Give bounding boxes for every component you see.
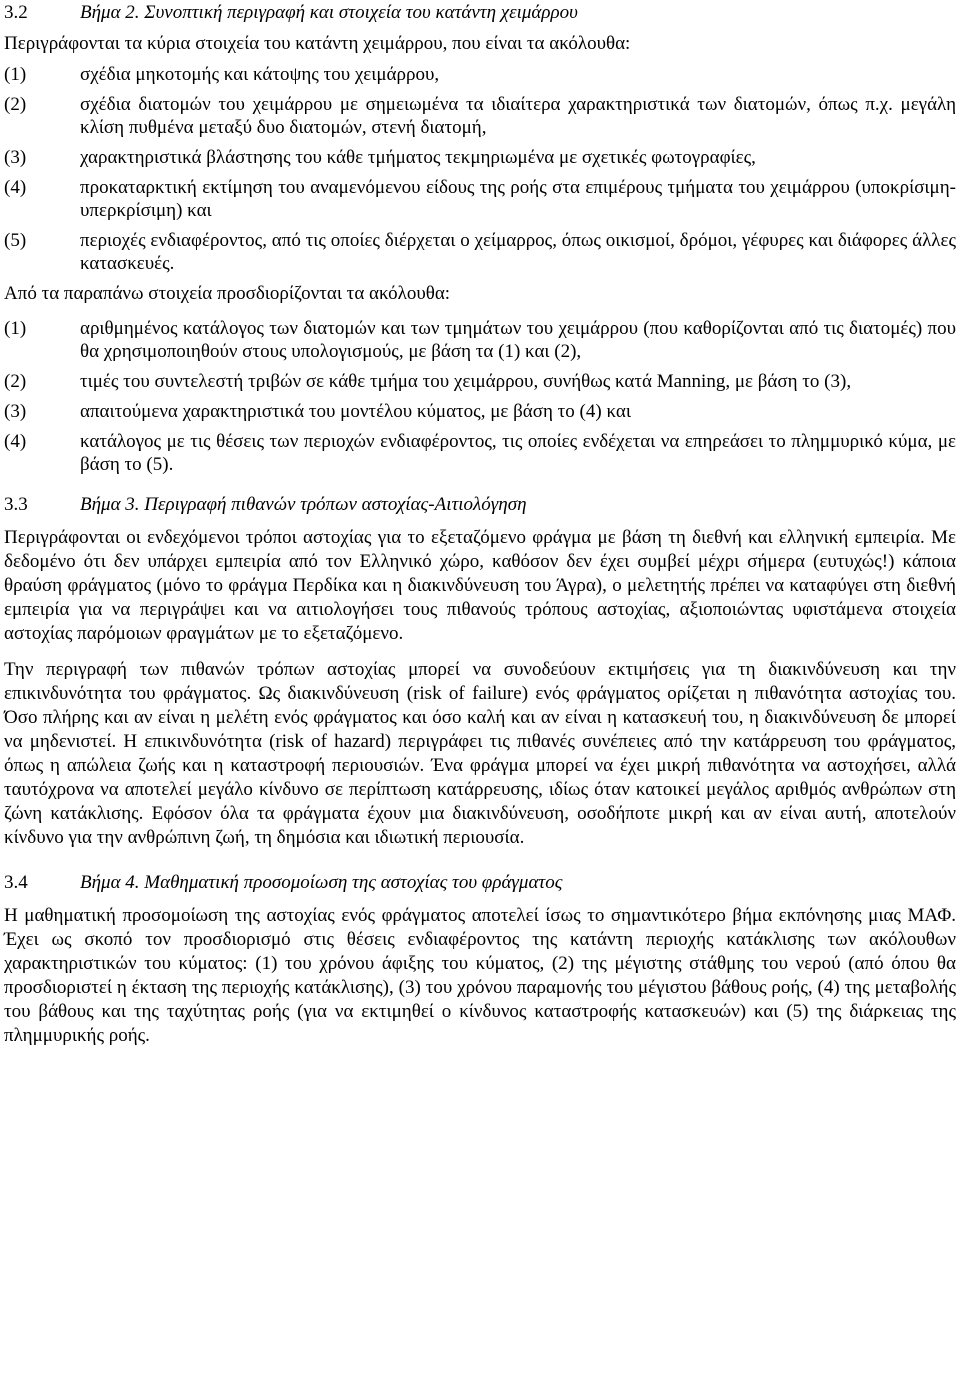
list-marker: (1) <box>4 64 27 85</box>
list-text: περιοχές ενδιαφέροντος, από τις οποίες διέρχεται ο χείμαρρος, όπως οικισμοί, δρόμοι, γέφυρες και διάφορες άλλες κατασκευές. <box>80 230 956 274</box>
paragraph: Την περιγραφή των πιθανών τρόπων αστοχίας μπορεί να συνοδεύουν εκτιμήσεις για τη διακινδύνευση και την επικινδυνότητα του φράγματος. Ως διακινδύνευση (risk of failure) ενός φράγματος ορίζεται η πιθανότητα αστοχίας του. Όσο πλήρης και αν είναι η μελέτη ενός φράγματος και όσο καλή και αν είναι η κατασκευή του, η διακινδύνευση δε μπορεί να μηδενιστεί. Η επικινδυνότητα (risk of hazard) περιγράφει τις πιθανές συνέπειες από την κατάρρευση του φράγματος, όπως η απώλεια ζωής και η καταστροφή περιουσιών. Ένα φράγμα μπορεί να έχει μικρή πιθανότητα να αστοχήσει, αλλά ταυτόχρονα να αποτελεί μεγάλο κίνδυνο σε περίπτωση κατάρρευσης, ιδίως όταν κατοικεί μεγάλος αριθμός ανθρώπων στη ζώνη κατάκλισης. Εφόσον όλα τα φράγματα έχουν μια διακινδύνευση, οσοδήποτε μικρή και αν είναι αυτή, αποτελούν κίνδυνο για την ανθρώπινη ζωή, τη δημόσια και ιδιωτική περιουσία. <box>4 659 956 848</box>
list-text: προκαταρκτική εκτίμηση του αναμενόμενου είδους της ροής στα επιμέρους τμήματα του χειμάρρου (υποκρίσιμη-υπερκρίσιμη) και <box>80 177 956 221</box>
list-text: σχέδια μηκοτομής και κάτοψης του χειμάρρου, <box>80 64 440 85</box>
section-intro-2: Από τα παραπάνω στοιχεία προσδιορίζονται τα ακόλουθα: <box>4 283 451 304</box>
list-text: χαρακτηριστικά βλάστησης του κάθε τμήματος τεκμηριωμένα με σχετικές φωτογραφίες, <box>80 147 756 168</box>
list-marker: (5) <box>4 230 27 251</box>
list-item <box>4 430 956 476</box>
list-text: σχέδια διατομών του χειμάρρου με σημειωμένα τα ιδιαίτερα χαρακτηριστικά των διατομών, όπως π.χ. μεγάλη κλίση πυθμένα μεταξύ δυο διατομών, στενή διατομή, <box>80 94 956 138</box>
list-item <box>4 176 956 222</box>
list-marker: (2) <box>4 371 27 392</box>
list-marker: (4) <box>4 177 27 198</box>
list-item <box>4 317 956 363</box>
elements-list <box>4 63 956 275</box>
section-number: 3.4 <box>4 872 28 893</box>
section-title: Βήμα 4. Μαθηματική προσομοίωση της αστοχίας του φράγματος <box>80 872 563 893</box>
section-number: 3.2 <box>4 2 28 23</box>
paragraph: Η μαθηματική προσομοίωση της αστοχίας ενός φράγματος αποτελεί ίσως το σημαντικότερο βήμα εκπόνησης μιας ΜΑΦ. Έχει ως σκοπό τον προσδιορισμό στις θέσεις ενδιαφέροντος της κατάντη περιοχής κατάκλισης των ακόλουθων χαρακτηριστικών του κύματος: (1) του χρόνου άφιξης του κύματος, (2) της μέγιστης στάθμης του νερού (από όπου θα προσδιοριστεί η έκταση της περιοχής κατάκλισης), (3) του χρόνου παραμονής του μέγιστου βάθους ροής, (4) της μεταβολής του βάθους και της ταχύτητας ροής (για να εκτιμηθεί ο κίνδυνος καταστροφής κατασκευών) και (5) της διάρκειας της πλημμυρικής ροής. <box>4 905 956 1046</box>
list-text: κατάλογος με τις θέσεις των περιοχών ενδιαφέροντος, τις οποίες ενδέχεται να επηρεάσει το πλημμυρικό κύμα, με βάση το (5). <box>80 431 956 475</box>
list-item <box>4 370 956 393</box>
section-number: 3.3 <box>4 494 28 515</box>
list-marker: (4) <box>4 431 27 452</box>
derived-list <box>4 317 956 476</box>
list-item <box>4 229 956 275</box>
list-marker: (3) <box>4 401 27 422</box>
list-item <box>4 146 956 169</box>
section-heading-3-4 <box>4 870 956 894</box>
list-item <box>4 400 956 423</box>
section-title: Βήμα 2. Συνοπτική περιγραφή και στοιχεία του κατάντη χειμάρρου <box>80 2 578 23</box>
section-intro: Περιγράφονται τα κύρια στοιχεία του κατάντη χειμάρρου, που είναι τα ακόλουθα: <box>4 33 631 54</box>
list-item <box>4 93 956 139</box>
section-heading-3-3 <box>4 492 956 516</box>
section-title: Βήμα 3. Περιγραφή πιθανών τρόπων αστοχίας-Αιτιολόγηση <box>80 494 527 515</box>
list-marker: (3) <box>4 147 27 168</box>
list-text: απαιτούμενα χαρακτηριστικά του μοντέλου κύματος, με βάση το (4) και <box>80 401 631 422</box>
list-text: αριθμημένος κατάλογος των διατομών και των τμημάτων του χειμάρρου (που καθορίζονται από τις διατομές) που θα χρησιμοποιηθούν στους υπολογισμούς, με βάση τα (1) και (2), <box>80 318 956 362</box>
list-text: τιμές του συντελεστή τριβών σε κάθε τμήμα του χειμάρρου, συνήθως κατά Manning, με βάση το (3), <box>80 371 852 392</box>
list-marker: (2) <box>4 94 27 115</box>
list-marker: (1) <box>4 318 27 339</box>
paragraph: Περιγράφονται οι ενδεχόμενοι τρόποι αστοχίας για το εξεταζόμενο φράγμα με βάση τη διεθνή και ελληνική εμπειρία. Με δεδομένο ότι δεν υπάρχει εμπειρία από τον Ελληνικό χώρο, καθόσον δεν έχει συμβεί μέχρι σήμερα (ευτυχώς!) κάποια θραύση φράγματος (μόνο το φράγμα Περδίκα και η διακινδύνευση του Άγρα), ο μελετητής πρέπει να καταφύγει στη διεθνή εμπειρία για να περιγράψει και να αιτιολογήσει τους πιθανούς τρόπους αστοχίας, αξιοποιώντας υφιστάμενα στοιχεία αστοχίας παρόμοιων φραγμάτων με το εξεταζόμενο. <box>4 527 956 644</box>
section-heading-3-2 <box>4 0 956 24</box>
list-item <box>4 63 956 86</box>
